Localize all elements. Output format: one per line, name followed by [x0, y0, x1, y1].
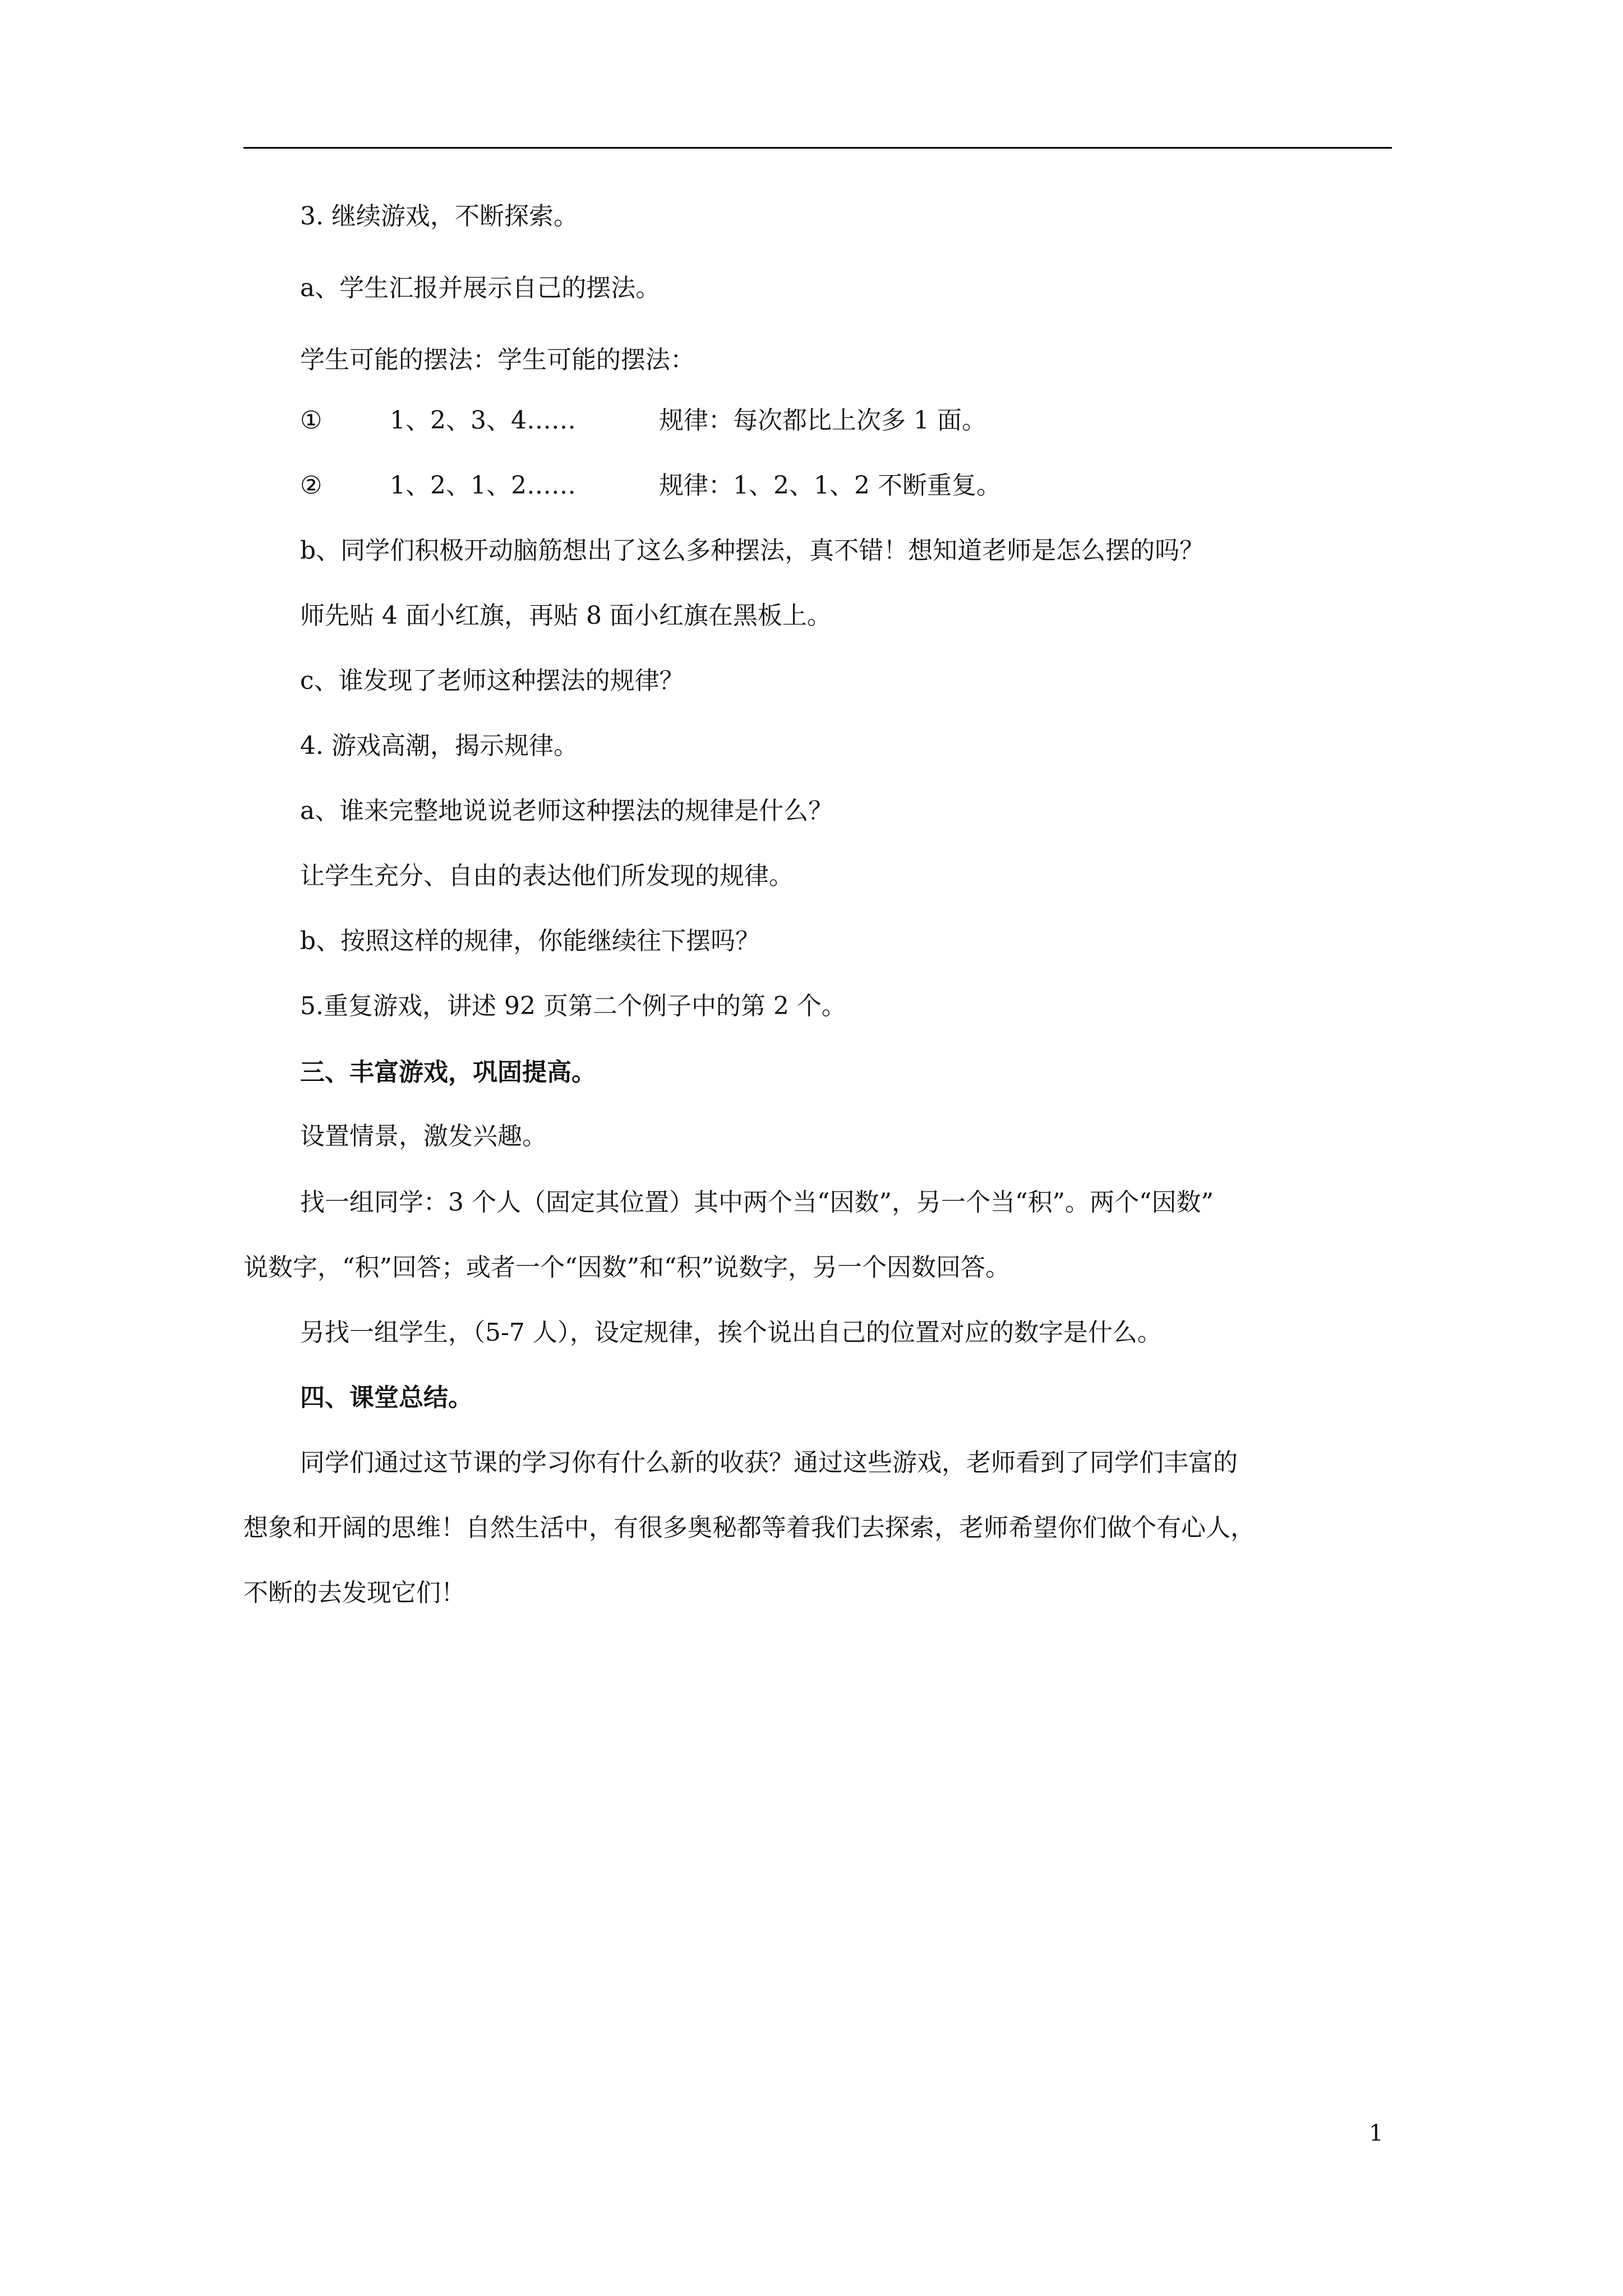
group-activity-line-1: 找一组同学：3 个人（固定其位置）其中两个当“因数”，另一个当“积”。两个“因数” [300, 1188, 1214, 1217]
method-1-rule: 规律：每次都比上次多 1 面。 [659, 406, 986, 435]
method-2-row [300, 469, 1029, 503]
group-activity-line-2: 说数字，“积”回答；或者一个“因数”和“积”说数字，另一个因数回答。 [243, 1253, 1010, 1282]
step-4: 4. 游戏高潮，揭示规律。 [300, 731, 578, 760]
circled-one-marker: ① [300, 406, 322, 435]
step-5: 5.重复游戏，讲述 92 页第二个例子中的第 2 个。 [300, 992, 846, 1020]
section-3-title: 三、丰富游戏，巩固提高。 [300, 1058, 596, 1087]
method-1-row [300, 404, 1029, 438]
summary-line-2: 想象和开阔的思维！自然生活中，有很多奥秘都等着我们去探索，老师希望你们做个有心人， [243, 1513, 1255, 1542]
student-expression: 让学生充分、自由的表达他们所发现的规律。 [300, 862, 794, 890]
step-3c: c、谁发现了老师这种摆法的规律？ [300, 666, 684, 695]
set-scene: 设置情景，激发兴趣。 [300, 1122, 547, 1151]
step-3a: a、学生汇报并展示自己的摆法。 [300, 274, 661, 302]
second-group: 另找一组学生，（5-7 人），设定规律，挨个说出自己的位置对应的数字是什么。 [300, 1318, 1162, 1347]
possible-methods: 学生可能的摆法：学生可能的摆法： [300, 346, 695, 374]
method-1-sequence: 1、2、3、4…… [390, 406, 576, 435]
method-2-sequence: 1、2、1、2…… [390, 471, 576, 500]
summary-line-3: 不断的去发现它们！ [243, 1579, 465, 1607]
step-3b: b、同学们积极开动脑筋想出了这么多种摆法，真不错！想知道老师是怎么摆的吗？ [300, 536, 1205, 565]
teacher-action: 师先贴 4 面小红旗，再贴 8 面小红旗在黑板上。 [300, 601, 832, 630]
step-4b: b、按照这样的规律，你能继续往下摆吗？ [300, 927, 760, 955]
step-3: 3. 继续游戏，不断探索。 [300, 202, 578, 231]
circled-two-marker: ② [300, 471, 322, 500]
header-rule [243, 147, 1392, 149]
step-4a: a、谁来完整地说说老师这种摆法的规律是什么？ [300, 797, 833, 825]
section-4-title: 四、课堂总结。 [300, 1383, 473, 1412]
method-2-rule: 规律：1、2、1、2 不断重复。 [659, 471, 1001, 500]
page-number: 1 [1369, 2120, 1384, 2146]
summary-line-1: 同学们通过这节课的学习你有什么新的收获？通过这些游戏，老师看到了同学们丰富的 [300, 1448, 1238, 1477]
